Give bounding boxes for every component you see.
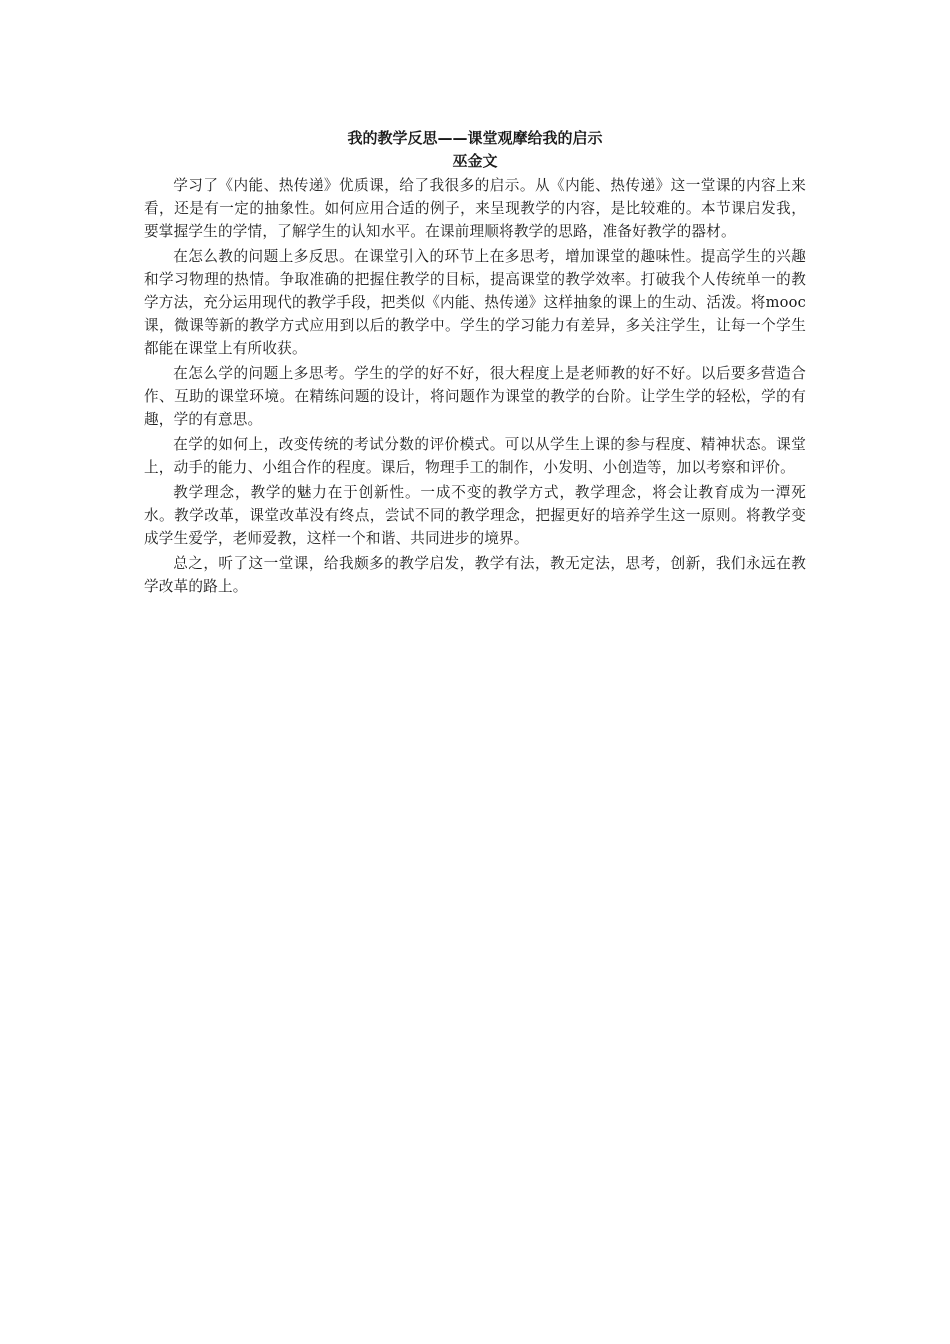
document-body xyxy=(144,126,806,600)
paragraph: 教学理念，教学的魅力在于创新性。一成不变的教学方式，教学理念，将会让教育成为一潭死水。教学改革，课堂改革没有终点，尝试不同的教学理念，把握更好的培养学生这一原则。将教学变成学生爱学，老师爱教，这样一个和谐、共同进步的境界。 xyxy=(144,484,806,547)
paragraph: 在学的如何上，改变传统的考试分数的评价模式。可以从学生上课的参与程度、精神状态。课堂上，动手的能力、小组合作的程度。课后，物理手工的制作，小发明、小创造等，加以考察和评价。 xyxy=(144,436,806,476)
paragraph: 在怎么学的问题上多思考。学生的学的好不好，很大程度上是老师教的好不好。以后要多营造合作、互助的课堂环境。在精练问题的设计，将问题作为课堂的教学的台阶。让学生学的轻松，学的有趣，学的有意思。 xyxy=(144,365,806,428)
document-author: 巫金文 xyxy=(452,152,498,170)
paragraph: 学习了《内能、热传递》优质课，给了我很多的启示。从《内能、热传递》这一堂课的内容上来看，还是有一定的抽象性。如何应用合适的例子，来呈现教学的内容，是比较难的。本节课启发我，要掌握学生的学情，了解学生的认知水平。在课前理顺将教学的思路，准备好教学的器材。 xyxy=(144,177,806,240)
paragraph: 总之，听了这一堂课，给我颇多的教学启发，教学有法，教无定法，思考，创新，我们永远在教学改革的路上。 xyxy=(144,555,806,595)
document-title: 我的教学反思——课堂观摩给我的启示 xyxy=(347,129,603,147)
paragraph: 在怎么教的问题上多反思。在课堂引入的环节上在多思考，增加课堂的趣味性。提高学生的兴趣和学习物理的热情。争取准确的把握住教学的目标，提高课堂的教学效率。打破我个人传统单一的教学方法，充分运用现代的教学手段，把类似《内能、热传递》这样抽象的课上的生动、活泼。将mooc课，微课等新的教学方式应用到以后的教学中。学生的学习能力有差异，多关注学生，让每一个学生都能在课堂上有所收获。 xyxy=(144,248,806,357)
